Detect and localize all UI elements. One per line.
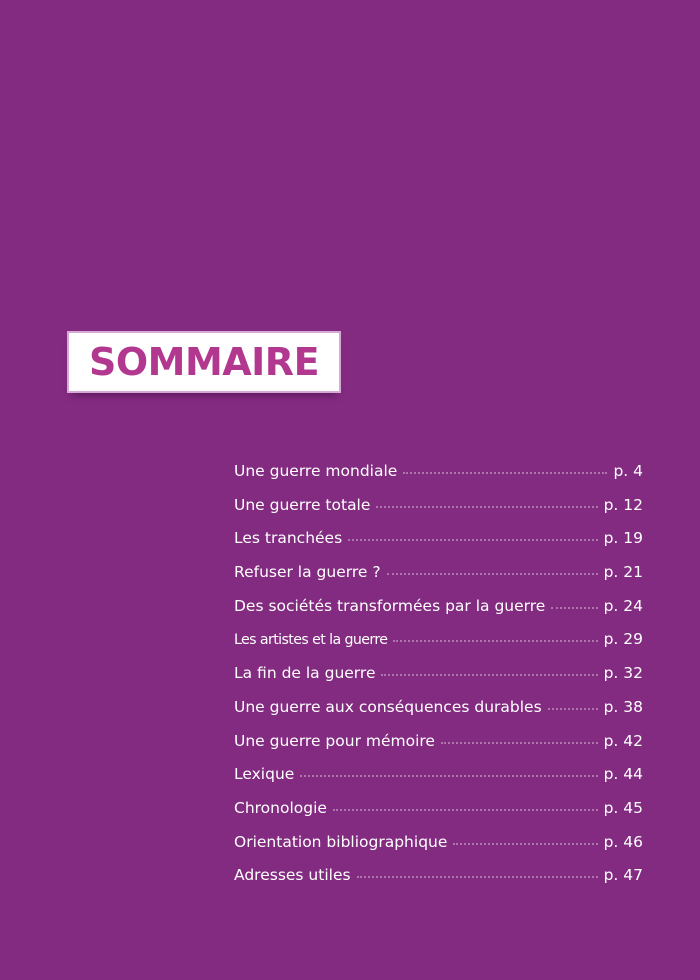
toc-entry[interactable] [234,529,643,563]
toc-entry-label: Orientation bibliographique [234,832,448,851]
toc-entry-page: p. 47 [603,866,643,885]
toc-entry-label: Lexique [234,765,295,784]
toc-entry-page: p. 4 [613,462,643,480]
toc-entry-label: Une guerre pour mémoire [234,731,435,750]
title-box [69,333,339,391]
dot-leader [551,606,597,609]
dot-leader [441,741,598,744]
toc-entry-label: Chronologie [234,798,327,817]
table-of-contents [234,462,643,900]
dot-leader [453,842,597,845]
toc-entry-page: p. 12 [603,495,643,514]
toc-entry-page: p. 44 [603,765,643,784]
toc-entry-page: p. 46 [603,832,643,851]
toc-entry-label: Refuser la guerre ? [234,563,381,582]
toc-entry-label: La fin de la guerre [234,664,376,683]
toc-entry-page: p. 24 [603,596,643,615]
toc-entry-page: p. 32 [603,664,643,683]
toc-entry-label: Une guerre totale [234,495,371,514]
toc-entry[interactable] [234,765,643,799]
toc-entry-label: Des sociétés transformées par la guerre [234,596,546,615]
toc-entry[interactable] [234,630,643,664]
toc-entry-page: p. 38 [603,697,643,716]
toc-entry[interactable] [234,496,643,530]
dot-leader [393,639,597,642]
toc-entry-label: Les artistes et la guerre [234,632,388,649]
toc-entry-label: Les tranchées [234,529,343,548]
toc-entry-page: p. 42 [603,731,643,750]
toc-entry[interactable] [234,833,643,867]
page-title: SOMMAIRE [88,340,320,384]
toc-entry[interactable] [234,462,643,496]
dot-leader [348,538,597,541]
toc-entry[interactable] [234,799,643,833]
toc-entry-page: p. 21 [603,563,643,582]
dot-leader [300,774,597,777]
dot-leader [376,505,597,508]
toc-entry[interactable] [234,732,643,766]
dot-leader [381,673,597,676]
toc-entry[interactable] [234,866,643,900]
toc-entry-label: Adresses utiles [234,866,351,885]
toc-entry[interactable] [234,664,643,698]
toc-entry[interactable] [234,698,643,732]
toc-entry-page: p. 29 [603,630,643,649]
dot-leader [548,707,598,710]
dot-leader [357,875,598,878]
dot-leader [403,471,607,474]
toc-entry-label: Une guerre aux conséquences durables [234,697,542,716]
toc-entry[interactable] [234,597,643,631]
toc-entry-page: p. 19 [603,529,643,548]
toc-entry[interactable] [234,563,643,597]
toc-entry-label: Une guerre mondiale [234,462,398,480]
toc-entry-page: p. 45 [603,798,643,817]
dot-leader [333,808,598,811]
dot-leader [387,572,598,575]
